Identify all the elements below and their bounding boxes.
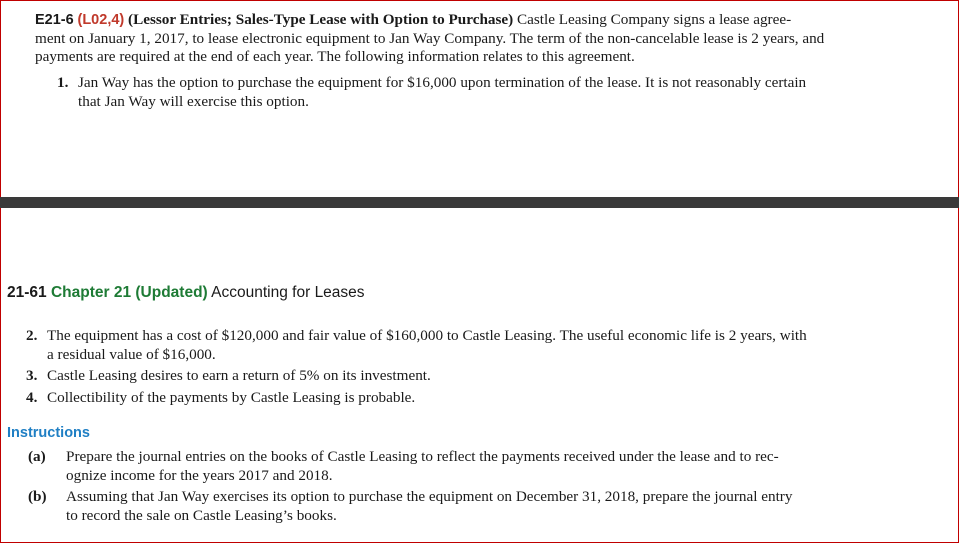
instruction-line: ognize income for the years 2017 and 2018.	[66, 466, 333, 484]
running-head-page: 21-61	[7, 284, 47, 301]
list-item-line: Jan Way has the option to purchase the equipment for $16,000 upon termination of the lease. It is not reasonably certain	[78, 74, 807, 91]
problem-section	[0, 0, 959, 197]
instruction-text	[66, 448, 866, 485]
exercise-title: (Lessor Entries; Sales-Type Lease with Option to Purchase)	[128, 11, 514, 28]
running-head-chapter: Chapter 21 (Updated)	[50, 284, 208, 301]
continuation-section	[0, 208, 959, 543]
instruction-label: (a)	[28, 448, 46, 465]
list-item-text: Castle Leasing desires to earn a return of 5% on its investment.	[47, 367, 431, 384]
intro-line-1: Castle Leasing Company signs a lease agree-	[517, 11, 792, 28]
list-item-line: The equipment has a cost of $120,000 and fair value of $160,000 to Castle Leasing. The useful economic life is 2 years, with	[47, 327, 807, 344]
intro-line-3: payments are required at the end of each year. The following information relates to this agreement.	[35, 48, 635, 65]
list-item-text	[78, 74, 917, 111]
instruction-line: to record the sale on Castle Leasing’s books.	[66, 506, 337, 524]
list-item-line: that Jan Way will exercise this option.	[78, 92, 309, 110]
exercise-number: E21-6	[35, 12, 74, 28]
page-divider	[0, 197, 959, 208]
instruction-text	[66, 488, 866, 525]
list-item-text	[47, 327, 886, 364]
list-item-number: 2.	[26, 327, 38, 344]
list-item-number: 3.	[26, 367, 38, 384]
list-item-line: a residual value of $16,000.	[47, 345, 216, 363]
list-item-number: 1.	[57, 74, 69, 91]
instruction-line: Prepare the journal entries on the books of Castle Leasing to reflect the payments received under the lease and to rec-	[66, 448, 779, 465]
problem-intro	[35, 11, 915, 67]
intro-line-2: ment on January 1, 2017, to lease electronic equipment to Jan Way Company. The term of the non-cancelable lease is 2 years, and	[35, 29, 825, 47]
list-item-number: 4.	[26, 389, 38, 406]
running-head-section: Accounting for Leases	[211, 284, 365, 301]
instruction-label: (b)	[28, 488, 47, 505]
instructions-heading: Instructions	[7, 425, 90, 441]
running-head	[7, 284, 365, 302]
instruction-line: Assuming that Jan Way exercises its option to purchase the equipment on December 31, 2018, prepare the journal entry	[66, 488, 793, 505]
list-item-text: Collectibility of the payments by Castle Leasing is probable.	[47, 389, 416, 406]
learning-objectives: (L02,4)	[77, 12, 125, 28]
